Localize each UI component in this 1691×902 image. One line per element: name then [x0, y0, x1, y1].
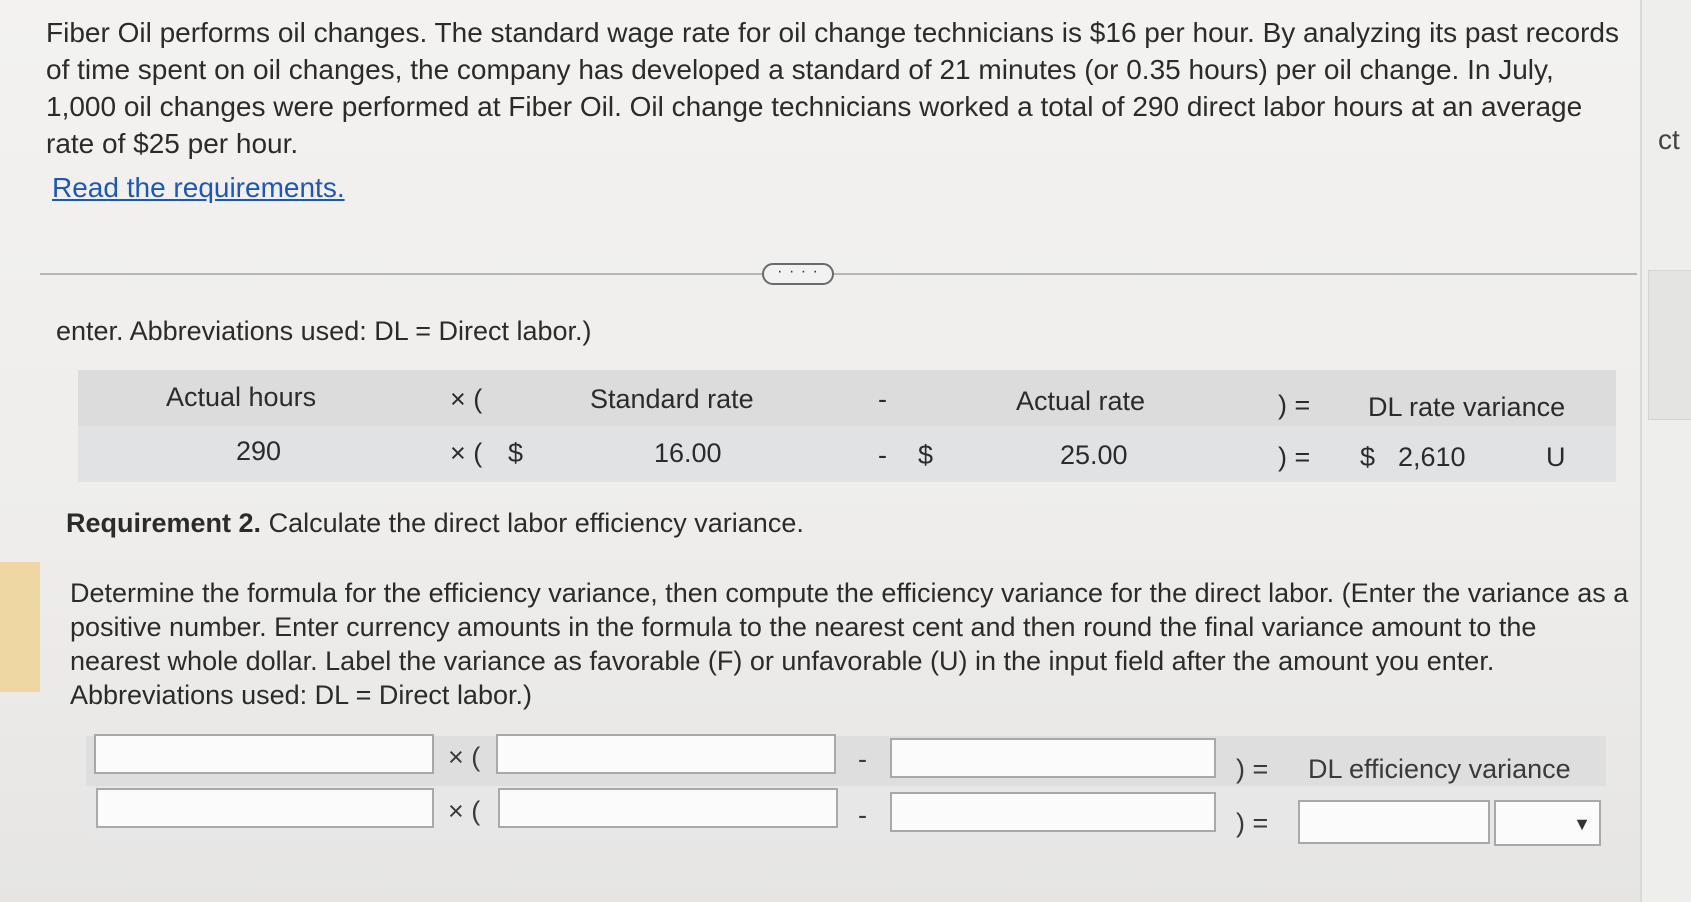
efficiency-variance-amount-input[interactable] — [1298, 800, 1490, 844]
problem-statement: Fiber Oil performs oil changes. The standard wage rate for oil change technicians is $16 per hour. By analyzing its past records of time spent on oil changes, the company has developed a standard of 21 minutes (or 0.35 hours) per oil change. In July, 1,000 oil changes were performed at Fiber Oil. Oil change technicians worked a total of 290 direct labor hours at an average rate of $25 per hour. — [46, 17, 1619, 159]
requirement2-title — [66, 508, 804, 539]
side-panel-box — [1648, 270, 1691, 420]
right-panel-edge — [1640, 0, 1691, 902]
section-divider — [40, 273, 1637, 275]
actual-rate-value: 25.00 — [1060, 440, 1128, 470]
standard-rate-dollar-sign: $ — [508, 438, 524, 468]
read-requirements-link[interactable]: Read the requirements. — [52, 172, 345, 203]
rate-variance-amount: 2,610 — [1398, 442, 1466, 472]
formula-input-1[interactable] — [94, 734, 434, 774]
formula-input-3[interactable] — [890, 738, 1216, 778]
dl-efficiency-variance-label: DL efficiency variance — [1308, 754, 1571, 784]
variance-dollar-sign: $ — [1360, 442, 1376, 472]
header-actual-hours: Actual hours — [166, 382, 317, 412]
requirement1-abbreviations-text: enter. Abbreviations used: DL = Direct labor.) — [56, 316, 592, 346]
formula-input-2[interactable] — [496, 734, 836, 774]
formula-input-5[interactable] — [498, 788, 838, 828]
row2-minus: - — [858, 800, 867, 830]
header-standard-rate: Standard rate — [590, 384, 754, 414]
requirement2-label: Requirement 2. — [66, 508, 262, 538]
requirement2-title-text: Calculate the direct labor efficiency variance. — [261, 508, 804, 538]
requirement2-instructions: Determine the formula for the efficiency variance, then compute the efficiency variance for the direct labor. (Enter the variance as a positive number. Enter currency amounts in the formula to the nearest cent and then round the final variance amount to the nearest whole dollar. Label the variance as favorable (F) or unfavorable (U) in the input field after the amount you enter. Abbreviations used: DL = Direct labor.) — [70, 578, 1629, 710]
values-times-open: × ( — [450, 438, 483, 468]
row1-times-open: × ( — [448, 742, 481, 772]
expand-more-button[interactable]: · · · · — [762, 263, 834, 285]
header-actual-rate: Actual rate — [1016, 386, 1146, 416]
row1-close-equals: ) = — [1236, 754, 1269, 784]
rate-variance-table — [78, 370, 1616, 482]
standard-rate-value: 16.00 — [654, 438, 722, 468]
row1-minus: - — [858, 744, 867, 774]
formula-input-6[interactable] — [890, 792, 1216, 832]
row2-times-open: × ( — [448, 796, 481, 826]
row2-close-equals: ) = — [1236, 808, 1269, 838]
header-times-open: × ( — [450, 384, 483, 414]
header-close-equals: ) = — [1278, 390, 1311, 420]
values-close-equals: ) = — [1278, 442, 1311, 472]
rate-variance-type: U — [1546, 442, 1566, 472]
header-dl-rate-variance: DL rate variance — [1368, 392, 1566, 422]
side-panel-text: ct — [1658, 124, 1680, 155]
actual-hours-value: 290 — [236, 436, 282, 466]
rate-variance-values-row — [78, 426, 1616, 482]
variance-type-dropdown[interactable] — [1494, 800, 1601, 846]
values-minus: - — [878, 440, 887, 470]
header-minus: - — [878, 384, 887, 414]
side-tab-marker — [0, 562, 40, 692]
formula-input-4[interactable] — [96, 788, 434, 828]
actual-rate-dollar-sign: $ — [918, 440, 934, 470]
chevron-down-icon: ▼ — [1573, 814, 1591, 834]
